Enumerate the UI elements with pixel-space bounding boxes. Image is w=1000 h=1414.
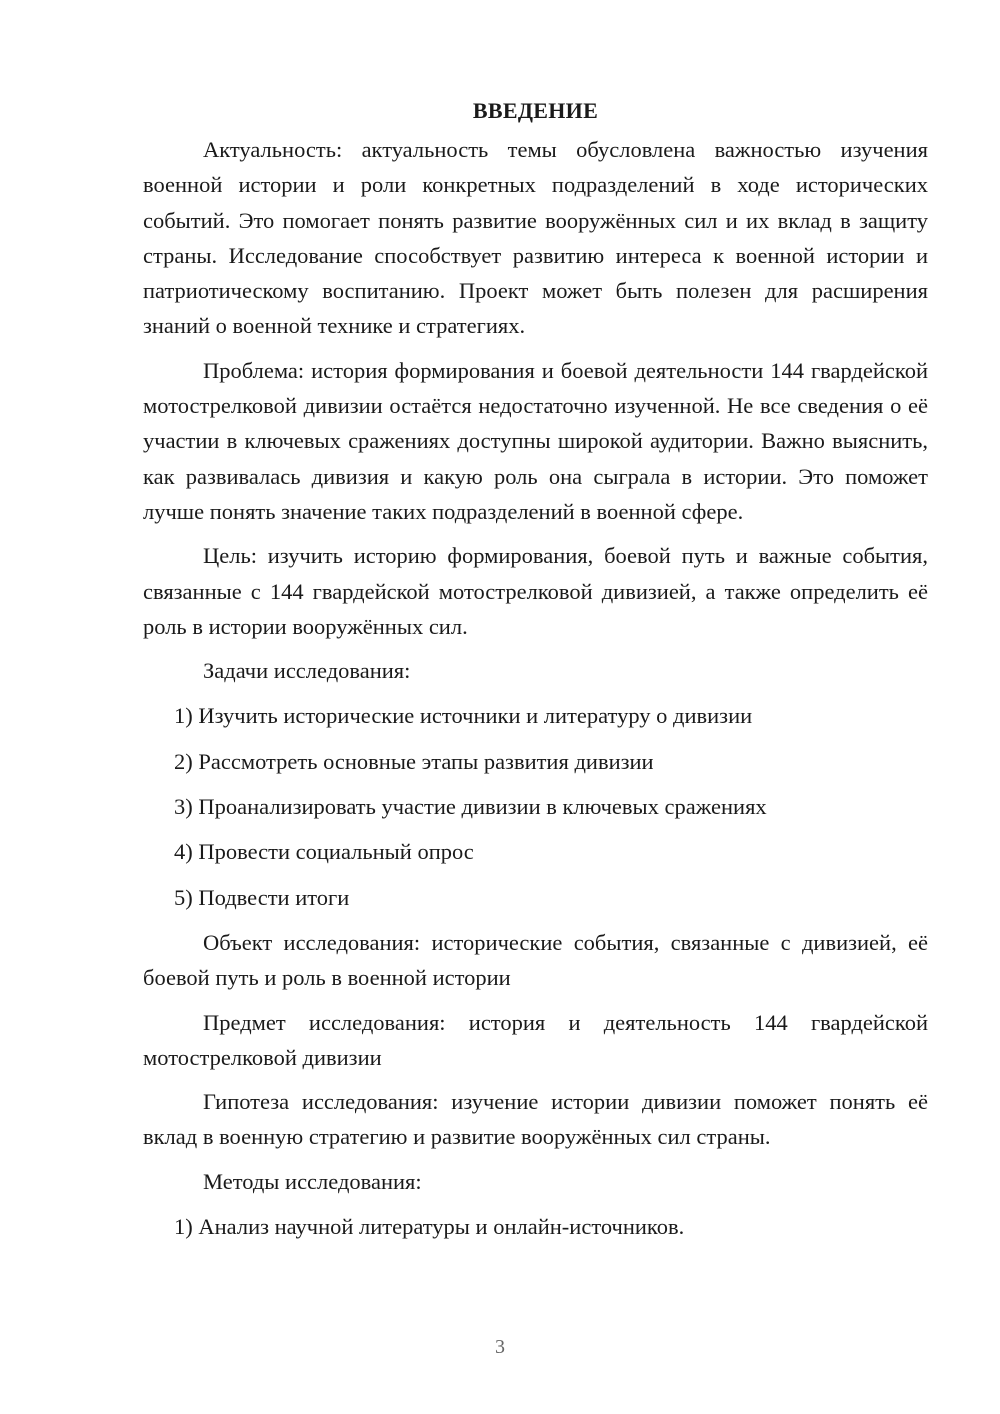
methods-heading: Методы исследования: [203, 1168, 422, 1194]
page-number: 3 [495, 1336, 505, 1358]
hypothesis-paragraph: Гипотеза исследования: изучение истории дивизии поможет понять её вклад в военную стратегию и развитие вооружённых сил страны. [143, 1089, 928, 1150]
task-item: 3) Проанализировать участие дивизии в ключевых сражениях [174, 794, 767, 820]
subject-paragraph: Предмет исследования: история и деятельность 144 гвардейской мотострелковой дивизии [143, 1009, 928, 1070]
task-item: 2) Рассмотреть основные этапы развития дивизии [174, 748, 654, 774]
methods-list [143, 1209, 928, 1244]
section-heading: ВВЕДЕНИЕ [472, 98, 599, 123]
goal-paragraph: Цель: изучить историю формирования, боевой путь и важные события, связанные с 144 гвардейской мотострелковой дивизией, а также определить её роль в истории вооружённых сил. [143, 543, 928, 639]
document-page [143, 96, 928, 1254]
object-paragraph: Объект исследования: исторические события, связанные с дивизией, её боевой путь и роль в военной истории [143, 929, 928, 991]
relevance-paragraph: Актуальность: актуальность темы обусловлена важностью изучения военной истории и роли конкретных подразделений в ходе исторических событий. Это помогает понять развитие вооружённых сил и их вклад в защиту страны. Исследование способствует развитию интереса к военной истории и патриотическому воспитанию. Проект может быть полезен для расширения знаний о военной технике и стратегиях. [143, 137, 928, 339]
task-item: 1) Изучить исторические источники и литературу о дивизии [174, 703, 753, 729]
task-item: 5) Подвести итоги [174, 884, 350, 910]
tasks-heading: Задачи исследования: [203, 658, 411, 684]
method-item: 1) Анализ научной литературы и онлайн-источников. [174, 1214, 685, 1240]
tasks-list [143, 698, 928, 914]
task-item: 4) Провести социальный опрос [174, 839, 474, 865]
problem-paragraph: Проблема: история формирования и боевой деятельности 144 гвардейской мотострелковой дивизии остаётся недостаточно изученной. Не все сведения о её участии в ключевых сражениях доступны широкой аудитории. Важно выяснить, как развивалась дивизия и какую роль она сыграла в истории. Это поможет лучше понять значение таких подразделений в военной сфере. [143, 357, 928, 524]
